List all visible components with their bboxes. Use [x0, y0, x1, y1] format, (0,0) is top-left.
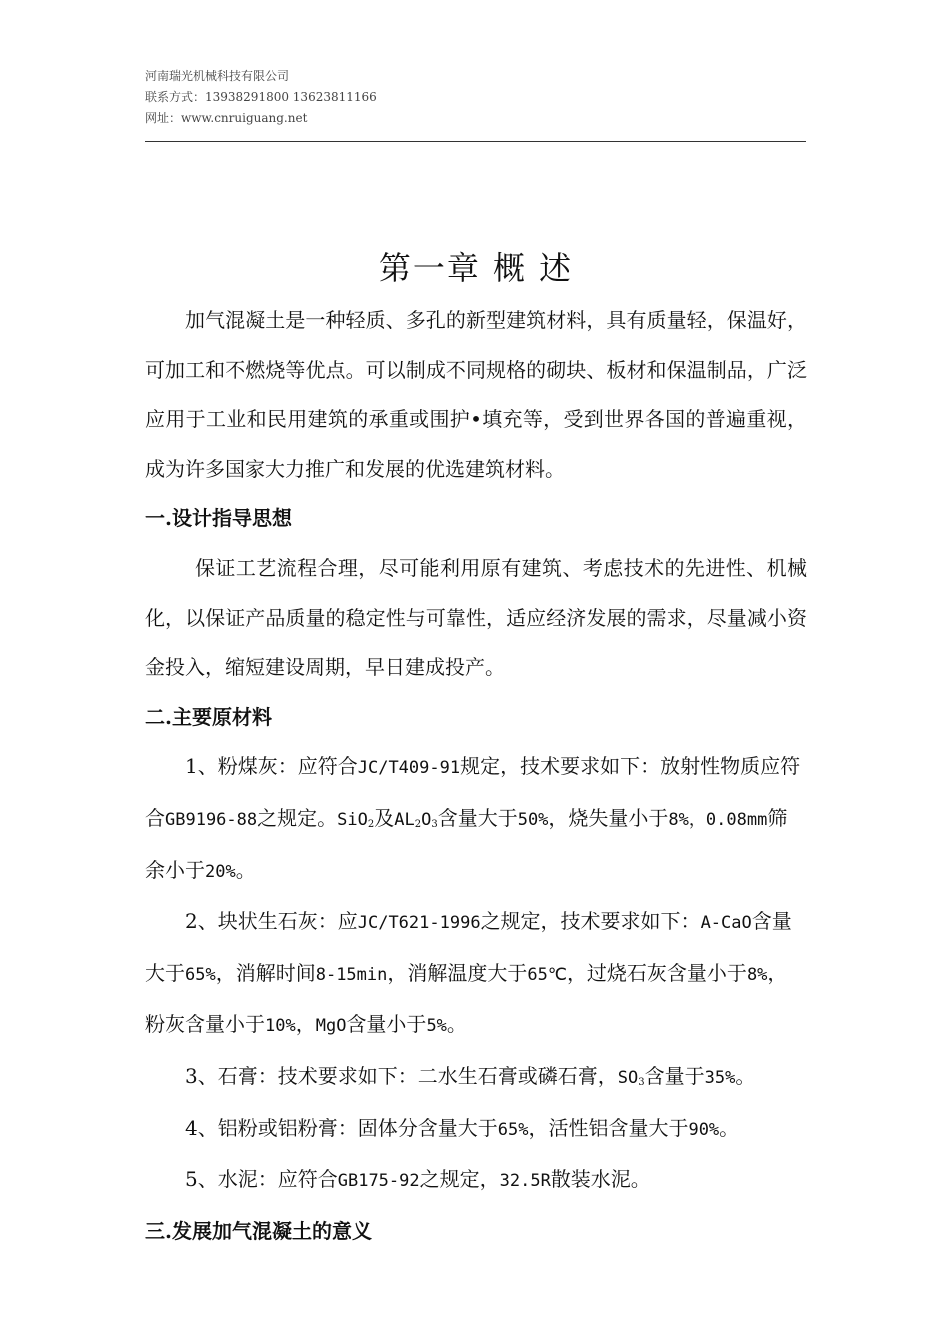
section-2-title: 二.主要原材料	[145, 704, 272, 729]
section-1-title: 一.设计指导思想	[145, 506, 292, 531]
material-item-gypsum: 3、石膏：技术要求如下：二水生石膏或磷石膏，$SO_3$含量于35%。	[185, 1063, 756, 1088]
chapter-title: 第一章 概 述	[378, 249, 574, 287]
page-header	[145, 66, 377, 129]
material-item-quicklime: 2、块状生石灰：应JC/T621-1996之规定，技术要求如下：A-CaO含量大于65%，消解时间8-15min，消解温度大于65℃，过烧石灰含量小于8%，粉灰含量小于10%，MgO含量小于5%。	[145, 909, 792, 1037]
document-body	[145, 240, 807, 1256]
intro-paragraph: 加气混凝土是一种轻质、多孔的新型建筑材料，具有质量轻，保温好，可加工和不燃烧等优点。可以制成不同规格的砌块、板材和保温制品，广泛应用于工业和民用建筑的承重或围护•填充等，受到世界各国的普遍重视，成为许多国家大力推广和发展的优选建筑材料。	[145, 308, 807, 481]
header-company: 河南瑞光机械科技有限公司	[145, 69, 290, 83]
header-website: 网址：www.cnruiguang.net	[145, 111, 308, 125]
section-1-paragraph: 保证工艺流程合理，尽可能利用原有建筑、考虑技术的先进性、机械化，以保证产品质量的稳定性与可靠性，适应经济发展的需求，尽量减小资金投入，缩短建设周期，早日建成投产。	[145, 555, 807, 680]
material-item-aluminum-powder: 4、铝粉或铝粉膏：固体分含量大于65%，活性铝含量大于90%。	[185, 1115, 740, 1140]
header-divider	[145, 141, 806, 142]
header-contact: 联系方式：13938291800 13623811166	[145, 90, 377, 104]
material-item-fly-ash: 1、粉煤灰：应符合JC/T409-91规定，技术要求如下：放射性物质应符合GB9196-88之规定。SiO$_2$及$AL_2O_3$含量大于50%，烧失量小于8%，0.08mm筛余小于20%。	[145, 754, 801, 882]
material-item-cement: 5、水泥：应符合GB175-92之规定，32.5R散装水泥。	[185, 1167, 651, 1192]
section-3-title: 三.发展加气混凝土的意义	[145, 1218, 372, 1243]
